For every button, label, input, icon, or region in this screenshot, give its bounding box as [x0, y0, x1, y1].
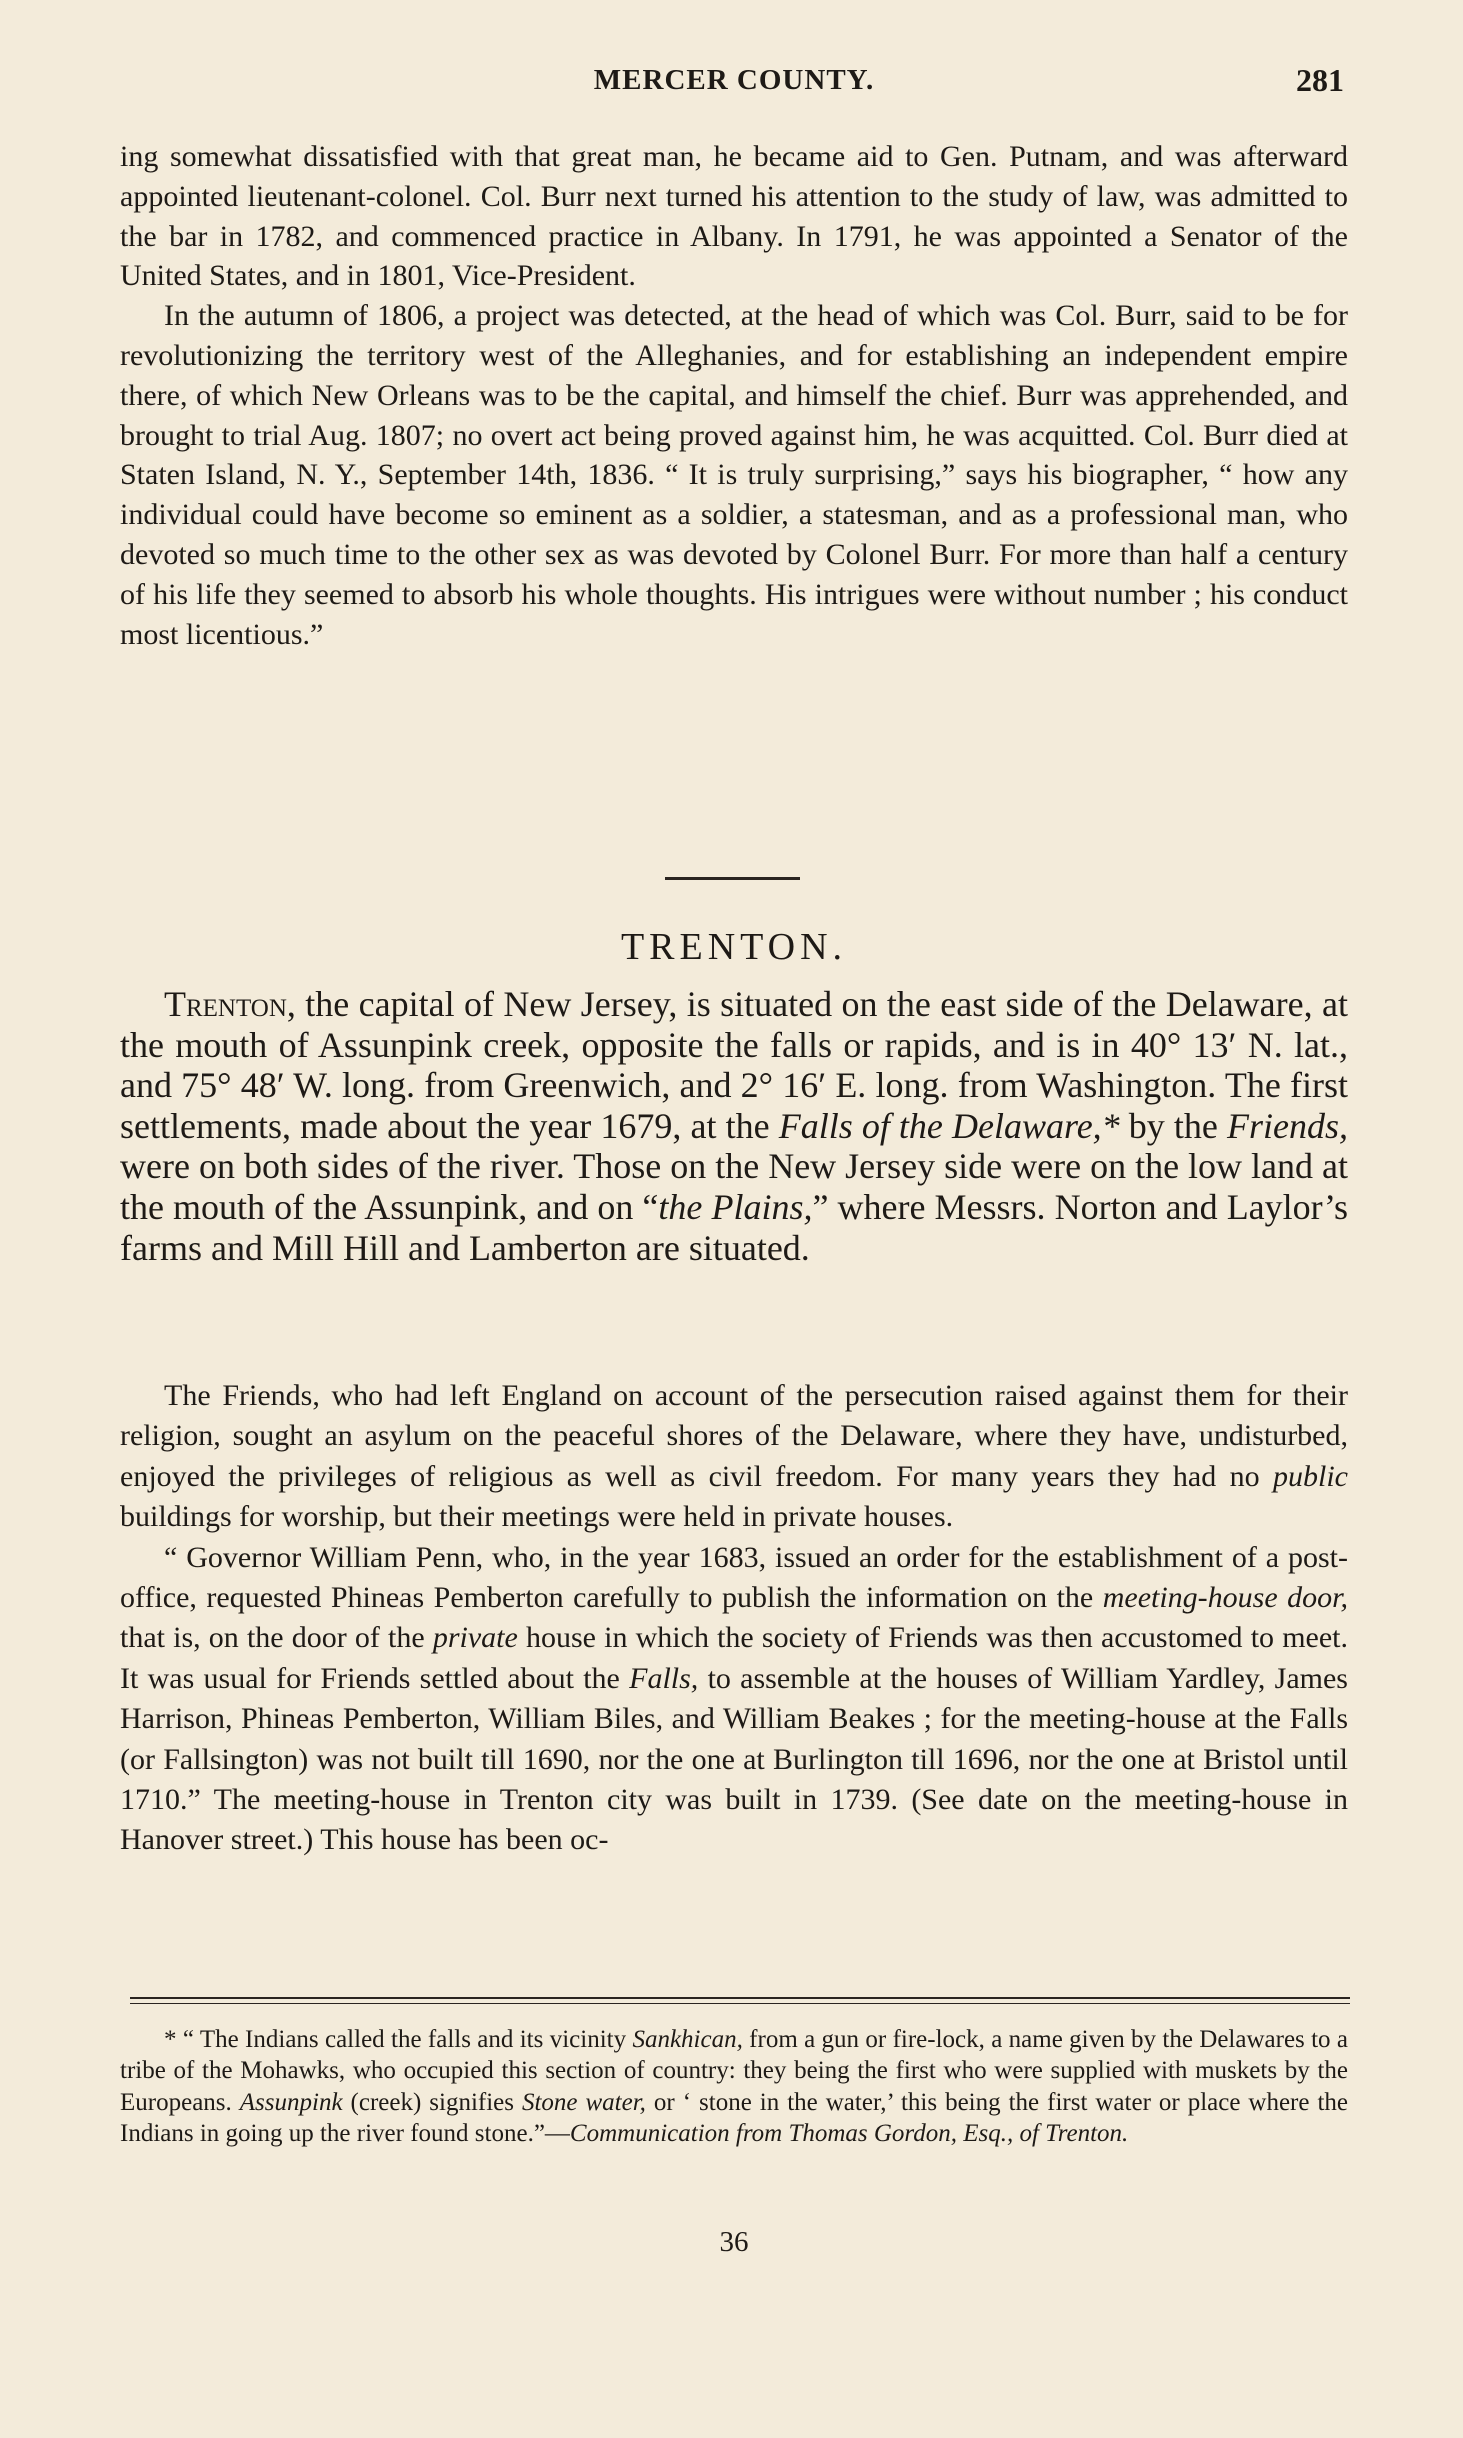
friends-paragraph: [120, 1376, 1348, 1538]
text-run: (creek) signifies: [342, 2088, 522, 2116]
burr-section: [120, 137, 1348, 654]
italic-run: Sankhican,: [632, 2026, 743, 2053]
italic-run: meeting-house door,: [1102, 1581, 1349, 1615]
trenton-lead-paragraph: [120, 984, 1348, 1268]
italic-run: Falls,: [629, 1661, 699, 1695]
italic-run: Assunpink: [239, 2088, 343, 2116]
text-run: * “ The Indians called the falls and its vicinity: [164, 2026, 633, 2053]
text-run: that is, on the door of the: [120, 1621, 433, 1655]
italic-run: the Plains,: [658, 1186, 813, 1227]
text-run: The Friends, who had left England on account of the persecution raised against them for their religion, sought an asylum on the peaceful shores of the Delaware, where they have, undisturbed, enjoyed the privileges of religious as well as civil freedom. For many years they had no: [120, 1379, 1348, 1493]
text-run: by the: [1119, 1105, 1227, 1146]
italic-run: private: [432, 1621, 518, 1655]
italic-run: public: [1273, 1459, 1348, 1493]
text-run: buildings for worship, but their meetings were held in private houses.: [120, 1500, 954, 1534]
text-run: from a gun or fire-lock, a name given by the Delawares to a tribe of the Mohawks, who occupied this section of country: they being the first who were supplied with muskets by the Europeans.: [120, 2026, 1349, 2116]
text-run: or ‘ stone in the water,’ this being the first water or place where the Indians in going up the river found stone.”—: [120, 2088, 1349, 2148]
footnote-rule-thin: [130, 2003, 1350, 2004]
italic-run: Falls of the Delaware,*: [778, 1105, 1120, 1146]
text-run: “ Governor William Penn, who, in the year 1683, issued an order for the establishment of a post-office, requested Phineas Pemberton carefully to publish the information on the: [120, 1540, 1348, 1615]
trenton-body: [120, 1376, 1348, 1861]
trenton-lead: [120, 984, 1348, 1268]
page-header: [120, 58, 1348, 108]
italic-run: Friends,: [1227, 1105, 1348, 1146]
penn-paragraph: [120, 1538, 1348, 1861]
text-run: to assemble at the houses of William Yardley, James Harrison, Phineas Pemberton, William Biles, and William Beakes ; for the meeting-house at the Falls (or Fallsington) was not built till 1690, nor the one at Burlington till 1696, nor the one at Bristol until 1710.” The meeting-house in Trenton city was built in 1739. (See date on the meeting-house in Hanover street.) This house has been oc-: [120, 1661, 1348, 1857]
footnote-rule: [130, 1997, 1350, 1999]
running-head: MERCER COUNTY.: [593, 64, 875, 96]
signature-mark: 36: [719, 2226, 749, 2258]
text-run: the capital of New Jersey, is situated on the east side of the Delaware, at the mouth of Assunpink creek, opposite the falls or rapids, and is in 40° 13′ N. lat., and 75° 48′ W. long. from Greenwich, and 2° 16′ E. long. from Washington. The first settlements, made about the year 1679, at the: [120, 984, 1348, 1146]
section-divider-rule: [665, 877, 800, 880]
text-run: were on both sides of the river. Those on the New Jersey side were on the low land at the mouth of the Assunpink, and on “: [120, 1146, 1349, 1227]
trenton-lead-word: Trenton,: [164, 984, 296, 1024]
italic-run: Stone water,: [521, 2088, 646, 2116]
text-run: house in which the society of Friends was then accustomed to meet. It was usual for Friends settled about the: [120, 1621, 1348, 1695]
footnote-text: [120, 2024, 1348, 2150]
section-title: TRENTON.: [620, 926, 848, 968]
footnote: [120, 2024, 1348, 2150]
text-run: ” where Messrs. Norton and Laylor’s farms and Mill Hill and Lamberton are situated.: [120, 1186, 1349, 1268]
italic-run: Communication from Thomas Gordon, Esq., of Trenton.: [569, 2120, 1129, 2148]
page-number: 281: [1296, 62, 1344, 98]
burr-paragraph-1: ing somewhat dissatisfied with that great man, he became aid to Gen. Putnam, and was afterward appointed lieutenant-colonel. Col. Burr next turned his attention to the study of law, was admitted to the bar in 1782, and commenced practice in Albany. In 1791, he was appointed a Senator of the United States, and in 1801, Vice-President.: [120, 140, 1348, 293]
burr-paragraph-2: In the autumn of 1806, a project was detected, at the head of which was Col. Burr, said to be for revolutionizing the territory west of the Alleghanies, and for establishing an independent empire there, of which New Orleans was to be the capital, and himself the chief. Burr was apprehended, and brought to trial Aug. 1807; no overt act being proved against him, he was acquitted. Col. Burr died at Staten Island, N. Y., September 14th, 1836. “ It is truly surprising,” says his biographer, “ how any individual could have become so eminent as a soldier, a statesman, and as a professional man, who devoted so much time to the other sex as was devoted by Colonel Burr. For more than half a century of his life they seemed to absorb his whole thoughts. His intrigues were without number ; his conduct most licentious.”: [120, 299, 1348, 651]
